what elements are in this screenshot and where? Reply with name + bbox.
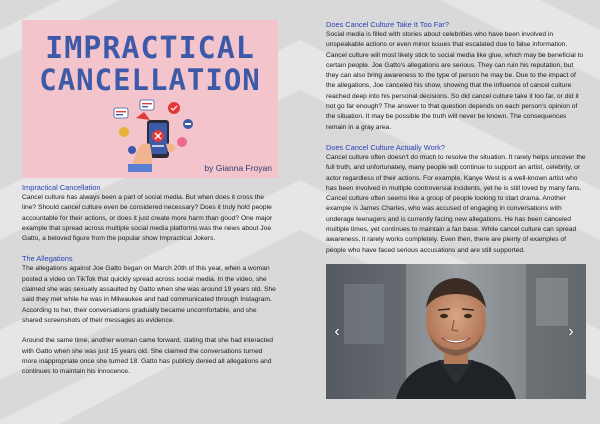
- section-body-actually-work: Cancel culture often doesn't do much to resolve the situation. It rarely helps uncover the full truth, and unfortunately, many people will continue to support an artist, celebrity, or actor regardless of their actions. For example, Kanye West is a well-known artist who has been involved in multiple controversial incidents, yet he is still loved by many fans. Cancel culture often seems like a group of people looking to start drama. Another example is James Charles, who was accused of engaging in conversations with underage teenagers and is currently facing new allegations. He has been canceled multiple times, yet continues to maintain a fan base. While cancel culture can spread awareness, it rarely works completely. Even then, there are plenty of examples of people who have faced serious accusations and are still supported.: [326, 153, 586, 254]
- section-heading-actually-work: Does Cancel Culture Actually Work?: [326, 142, 445, 152]
- photo-gallery: [326, 264, 586, 399]
- gallery-next-button[interactable]: [564, 322, 578, 342]
- author-byline: by Gianna Froyan: [204, 163, 272, 173]
- section-body-allegations-1: The allegations against Joe Gatto began on March 20th of this year, when a woman posted a video on TikTok that quickly spread across social media. In the video, she claimed she was sexually assaulted by Gatto when she was around 19 years old. She said they met while he was in Milwaukee and had communicated through Instagram. According to her, their conversations gradually became uncomfortable, and she shared screenshots of their messages as evidence.: [22, 265, 276, 324]
- hero-banner: [22, 20, 278, 178]
- chevron-right-icon: ›: [568, 322, 574, 340]
- section-body-allegations-2: Around the same time, another woman came forward, stating that she had interacted with Gatto when she was just 15 years old. She claimed the conversations turned more inappropriate once she turned 18. Gatto has publicly denied all allegations and continues to maintain his innocence.: [22, 337, 273, 376]
- section-body-too-far: Social media is filled with stories about celebrities who have been involved in unspeakable actions or even minor issues that escalated due to false information. Cancel culture will most likely stick to social media like glue, which may be beneficial to certain people. Joe Gatto's allegations are serious. They can ruin his reputation, but they can also bring awareness to the type of person he may be. Due to the impact of the allegations, Joe canceled his show, showing that the influence of cancel culture reached deep into his personal decisions. So did cancel culture take it too far, or did it not go far enough? The answer to that question depends on each person's opinion of the situation. It may be possible the truth will never be known. The consequences remain in a gray area.: [326, 31, 584, 131]
- chevron-left-icon: ‹: [334, 322, 340, 340]
- section-heading-allegations: The Allegations: [22, 254, 73, 264]
- gallery-prev-button[interactable]: [330, 322, 344, 342]
- section-heading-impractical-cancellation: Impractical Cancellation: [22, 183, 101, 192]
- hand-phone-illustration: [110, 98, 206, 172]
- hero-title-line-1: IMPRACTICAL: [45, 31, 255, 66]
- section-heading-too-far: Does Cancel Culture Take It Too Far?: [326, 20, 449, 29]
- left-column: [22, 20, 278, 377]
- right-column: [326, 20, 586, 399]
- portrait-photo: [326, 264, 586, 399]
- section-body-intro: Cancel culture has always been a part of social media. But when does it cross the line? Should cancel culture even be considered necessary? Does it truly hold people accountable for their actions, or does it just create more harm than good? One major example that spread across multiple social media platforms was the news about Joe Gatto, a beloved figure from the popular show Impractical Jokers.: [22, 194, 273, 243]
- hero-title-line-2: CANCELLATION: [39, 63, 261, 97]
